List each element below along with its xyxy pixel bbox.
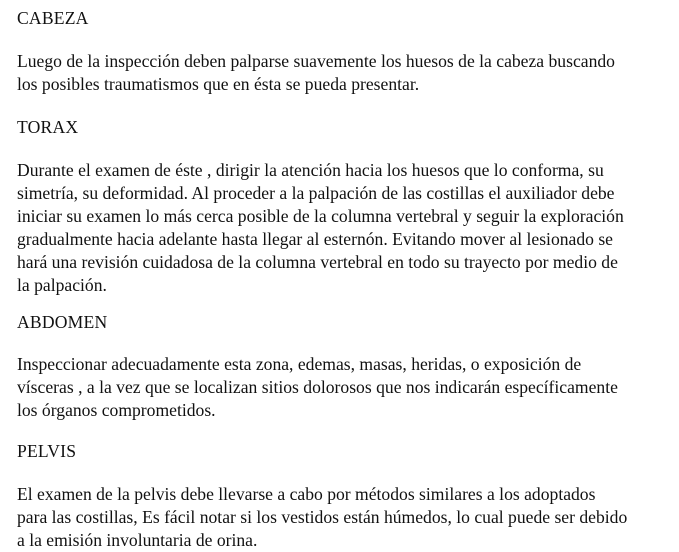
- paragraph-line: la palpación.: [17, 275, 107, 295]
- paragraph-line: vísceras , a la vez que se localizan sitios dolorosos que nos indicarán específicamente: [17, 377, 618, 397]
- paragraph-line: Durante el examen de éste , dirigir la atención hacia los huesos que lo conforma, su: [17, 160, 604, 180]
- paragraph-line: para las costillas, Es fácil notar si los vestidos están húmedos, lo cual puede ser debido: [17, 507, 628, 527]
- section-body-torax: [17, 159, 677, 297]
- paragraph-line: Inspeccionar adecuadamente esta zona, edemas, masas, heridas, o exposición de: [17, 354, 582, 374]
- paragraph-line: los posibles traumatismos que en ésta se pueda presentar.: [17, 74, 420, 94]
- section-body-pelvis: [17, 483, 677, 552]
- paragraph-line: los órganos comprometidos.: [17, 400, 216, 420]
- paragraph-line: simetría, su deformidad. Al proceder a la palpación de las costillas el auxiliador debe: [17, 183, 615, 203]
- section-heading-abdomen: ABDOMEN: [17, 312, 108, 332]
- section-body-cabeza: [17, 50, 677, 96]
- section-heading-torax: TORAX: [17, 117, 79, 137]
- paragraph-line: a la emisión involuntaria de orina.: [17, 530, 258, 550]
- section-heading-pelvis: PELVIS: [17, 441, 77, 461]
- paragraph-line: El examen de la pelvis debe llevarse a cabo por métodos similares a los adoptados: [17, 484, 596, 504]
- paragraph-line: Luego de la inspección deben palparse suavemente los huesos de la cabeza buscando: [17, 51, 615, 71]
- paragraph-line: hará una revisión cuidadosa de la columna vertebral en todo su trayecto por medio de: [17, 252, 618, 272]
- section-heading-cabeza: CABEZA: [17, 8, 89, 28]
- paragraph-line: gradualmente hacia adelante hasta llegar al esternón. Evitando mover al lesionado se: [17, 229, 613, 249]
- paragraph-line: iniciar su examen lo más cerca posible de la columna vertebral y seguir la exploración: [17, 206, 624, 226]
- section-body-abdomen: [17, 353, 677, 422]
